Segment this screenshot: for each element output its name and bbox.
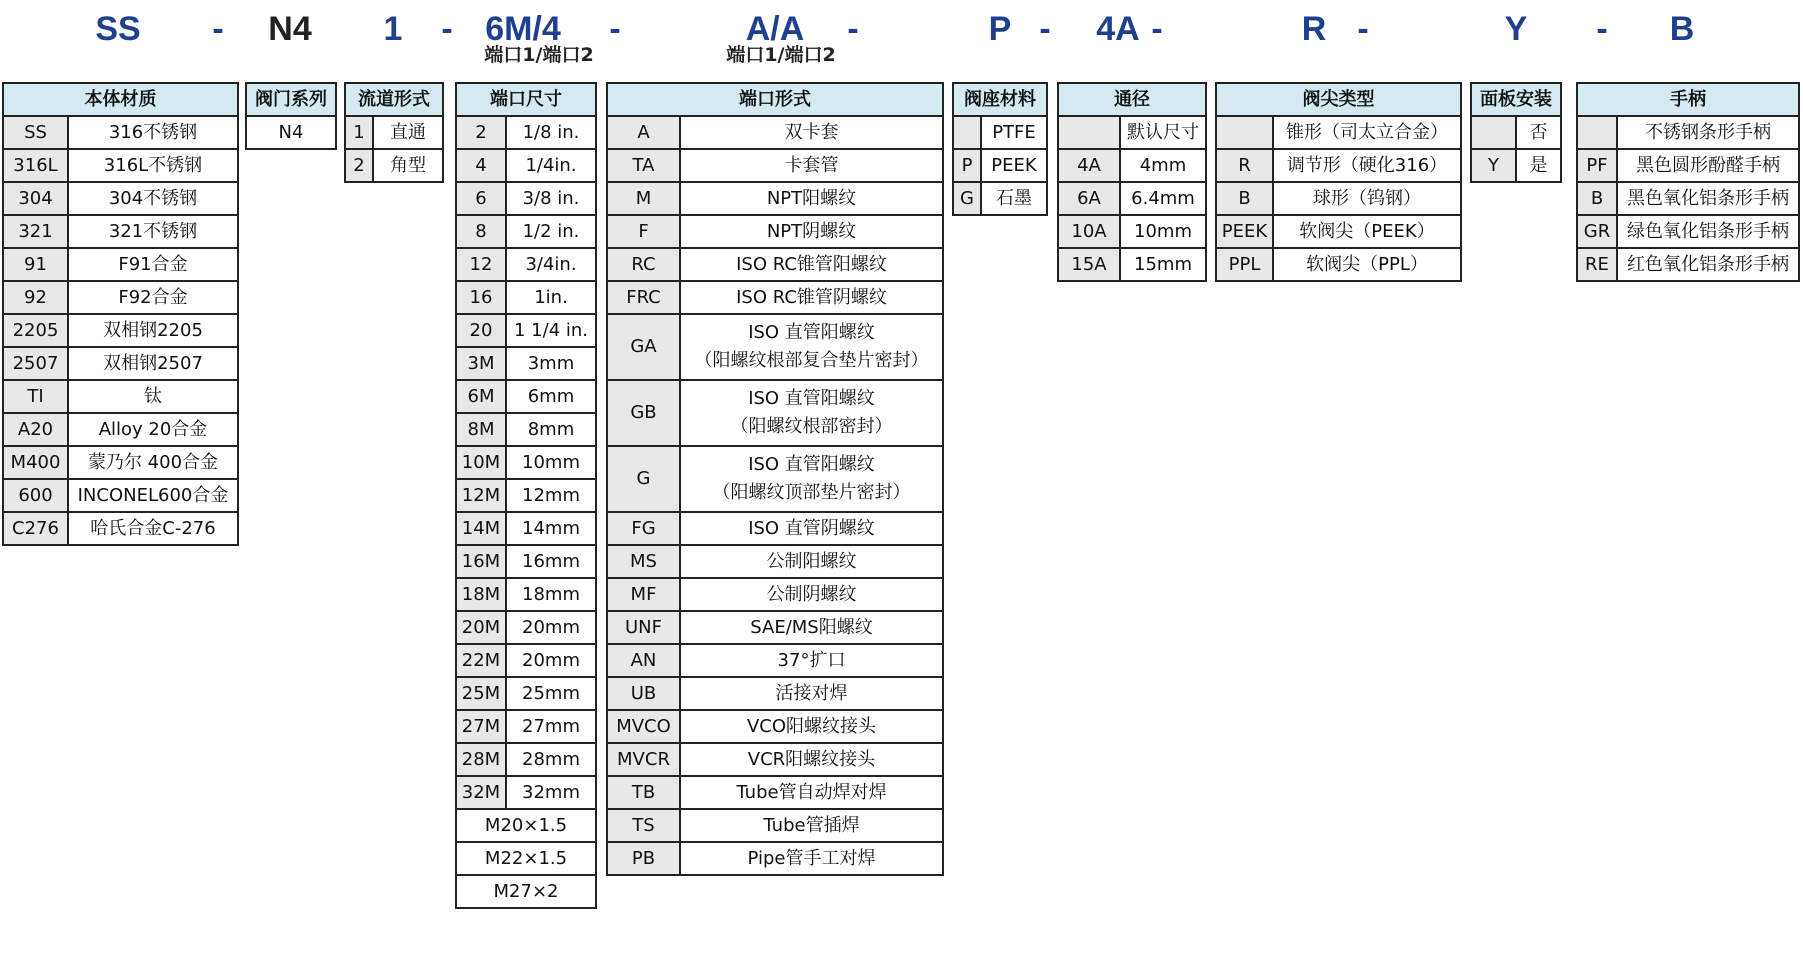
form-row <box>607 677 943 710</box>
size-row <box>456 743 596 776</box>
bore-table <box>1057 82 1207 282</box>
size-code: 10M <box>456 446 506 479</box>
tip-name: 软阀尖（PPL） <box>1273 248 1461 281</box>
flow-name: 直通 <box>373 116 443 149</box>
material-name: 钛 <box>68 380 238 413</box>
form-name <box>680 116 943 149</box>
form-name <box>680 149 943 182</box>
bore-row <box>1058 248 1206 281</box>
size-row <box>456 446 596 479</box>
form-code: TB <box>607 776 680 809</box>
form-code: RC <box>607 248 680 281</box>
bore-row <box>1058 215 1206 248</box>
panel-value: 是 <box>1516 149 1561 182</box>
port-size-header: 端口尺寸 <box>456 83 596 116</box>
size-code: 6 <box>456 182 506 215</box>
material-code: A20 <box>3 413 68 446</box>
size-row <box>456 776 596 809</box>
code-segment-port: 6M/4 <box>485 10 561 48</box>
form-code: PB <box>607 842 680 875</box>
size-code: 14M <box>456 512 506 545</box>
valve-series-header: 阀门系列 <box>246 83 336 116</box>
valve-series-table <box>245 82 337 150</box>
size-value: 32mm <box>506 776 596 809</box>
seat-name: 石墨 <box>981 182 1047 215</box>
form-row <box>607 116 943 149</box>
material-code: TI <box>3 380 68 413</box>
handle-code: B <box>1577 182 1617 215</box>
material-name: 蒙乃尔 400合金 <box>68 446 238 479</box>
form-code: MVCR <box>607 743 680 776</box>
code-separator: - <box>609 10 621 48</box>
size-row <box>456 347 596 380</box>
panel-row <box>1471 149 1561 182</box>
size-row <box>456 149 596 182</box>
form-name <box>680 281 943 314</box>
form-name <box>680 446 943 512</box>
size-row <box>456 182 596 215</box>
size-thread: M20×1.5 <box>456 809 596 842</box>
size-value: 1/4in. <box>506 149 596 182</box>
form-name-line1: Tube管自动焊对焊 <box>736 781 887 803</box>
tip-code <box>1216 116 1273 149</box>
form-row <box>607 281 943 314</box>
handle-name: 黑色圆形酚醛手柄 <box>1617 149 1799 182</box>
bore-row <box>1058 116 1206 149</box>
code-segment-y: Y <box>1504 10 1528 48</box>
size-code: 2 <box>456 116 506 149</box>
size-value: 25mm <box>506 677 596 710</box>
bore-code: 6A <box>1058 182 1120 215</box>
code-separator: - <box>1039 10 1051 48</box>
form-row <box>607 611 943 644</box>
form-code: G <box>607 446 680 512</box>
body-row <box>3 413 238 446</box>
form-code: MS <box>607 545 680 578</box>
form-row <box>607 182 943 215</box>
body-row <box>3 446 238 479</box>
size-code: 16M <box>456 545 506 578</box>
form-name-line1: 37°扩口 <box>777 649 846 671</box>
handle-name: 绿色氧化铝条形手柄 <box>1617 215 1799 248</box>
form-code: MF <box>607 578 680 611</box>
form-name <box>680 743 943 776</box>
seat-material-table <box>952 82 1048 216</box>
code-separator: - <box>441 10 453 48</box>
material-code: 600 <box>3 479 68 512</box>
form-name <box>680 842 943 875</box>
form-row <box>607 776 943 809</box>
material-code: SS <box>3 116 68 149</box>
tip-type-table <box>1215 82 1462 282</box>
material-name: 316L不锈钢 <box>68 149 238 182</box>
panel-value: 否 <box>1516 116 1561 149</box>
flow-form-header: 流道形式 <box>345 83 443 116</box>
tip-row <box>1216 182 1461 215</box>
form-name-line1: ISO RC锥管阳螺纹 <box>736 253 887 275</box>
material-code: C276 <box>3 512 68 545</box>
size-code: 3M <box>456 347 506 380</box>
size-code: 12 <box>456 248 506 281</box>
material-code: 91 <box>3 248 68 281</box>
size-value: 14mm <box>506 512 596 545</box>
form-name <box>680 710 943 743</box>
body-row <box>3 347 238 380</box>
flow-row <box>345 149 443 182</box>
handle-code: RE <box>1577 248 1617 281</box>
size-code: 20 <box>456 314 506 347</box>
handle-header: 手柄 <box>1577 83 1799 116</box>
tip-name: 球形（钨钢） <box>1273 182 1461 215</box>
material-code: 92 <box>3 281 68 314</box>
form-name-line2: （阳螺纹顶部垫片密封） <box>712 482 911 503</box>
tip-name: 锥形（司太立合金） <box>1273 116 1461 149</box>
tip-name: 调节形（硬化316） <box>1273 149 1461 182</box>
form-row <box>607 215 943 248</box>
body-row <box>3 116 238 149</box>
material-name: Alloy 20合金 <box>68 413 238 446</box>
form-name <box>680 677 943 710</box>
material-code: 316L <box>3 149 68 182</box>
material-name: 321不锈钢 <box>68 215 238 248</box>
size-value: 20mm <box>506 644 596 677</box>
form-row <box>607 644 943 677</box>
size-row <box>456 314 596 347</box>
material-code: 2507 <box>3 347 68 380</box>
tip-code: R <box>1216 149 1273 182</box>
size-code: 32M <box>456 776 506 809</box>
size-value: 8mm <box>506 413 596 446</box>
code-segment-b: B <box>1669 10 1695 48</box>
handle-row <box>1577 116 1799 149</box>
form-code: FRC <box>607 281 680 314</box>
form-name-line1: Pipe管手工对焊 <box>747 847 876 869</box>
form-name <box>680 578 943 611</box>
seat-name: PTFE <box>981 116 1047 149</box>
form-code: M <box>607 182 680 215</box>
panel-code: Y <box>1471 149 1516 182</box>
size-row <box>456 710 596 743</box>
form-name-line1: NPT阴螺纹 <box>766 220 857 242</box>
size-row <box>456 413 596 446</box>
size-row <box>456 116 596 149</box>
size-code: 18M <box>456 578 506 611</box>
handle-code <box>1577 116 1617 149</box>
size-extra-row <box>456 809 596 842</box>
form-name <box>680 380 943 446</box>
body-row <box>3 215 238 248</box>
form-row <box>607 842 943 875</box>
handle-table <box>1576 82 1800 282</box>
size-value: 12mm <box>506 479 596 512</box>
bore-header: 通径 <box>1058 83 1206 116</box>
size-code: 6M <box>456 380 506 413</box>
seat-code <box>953 116 981 149</box>
form-row <box>607 809 943 842</box>
code-separator: - <box>1151 10 1163 48</box>
tip-code: PPL <box>1216 248 1273 281</box>
material-name: 双相钢2507 <box>68 347 238 380</box>
port-size-subhead: 端口1/端口2 <box>484 44 594 66</box>
size-code: 28M <box>456 743 506 776</box>
tip-row <box>1216 248 1461 281</box>
form-name-line1: 活接对焊 <box>775 682 848 704</box>
form-name <box>680 182 943 215</box>
form-name <box>680 248 943 281</box>
tip-code: PEEK <box>1216 215 1273 248</box>
form-row <box>607 578 943 611</box>
size-value: 28mm <box>506 743 596 776</box>
form-name <box>680 611 943 644</box>
panel-code <box>1471 116 1516 149</box>
form-name-line1: ISO 直管阴螺纹 <box>748 517 875 539</box>
body-material-table <box>2 82 239 546</box>
form-code: AN <box>607 644 680 677</box>
size-code: 4 <box>456 149 506 182</box>
form-name <box>680 215 943 248</box>
size-row <box>456 281 596 314</box>
body-row <box>3 149 238 182</box>
form-name-line1: 公制阴螺纹 <box>766 583 857 605</box>
form-code: MVCO <box>607 710 680 743</box>
form-row <box>607 314 943 380</box>
size-value: 20mm <box>506 611 596 644</box>
size-value: 1 1/4 in. <box>506 314 596 347</box>
form-code: TS <box>607 809 680 842</box>
bore-code <box>1058 116 1120 149</box>
port-form-table <box>606 82 944 876</box>
form-name <box>680 512 943 545</box>
material-code: M400 <box>3 446 68 479</box>
form-row <box>607 149 943 182</box>
material-name: F91合金 <box>68 248 238 281</box>
bore-value: 6.4mm <box>1120 182 1206 215</box>
handle-code: PF <box>1577 149 1617 182</box>
form-name-line1: 卡套管 <box>784 154 839 176</box>
body-row <box>3 248 238 281</box>
material-name: INCONEL600合金 <box>68 479 238 512</box>
form-code: A <box>607 116 680 149</box>
size-value: 27mm <box>506 710 596 743</box>
bore-value: 10mm <box>1120 215 1206 248</box>
form-code: UNF <box>607 611 680 644</box>
size-row <box>456 215 596 248</box>
form-name-line2: （阳螺纹根部密封） <box>730 416 893 437</box>
body-row <box>3 512 238 545</box>
form-name <box>680 314 943 380</box>
code-segment-n4: N4 <box>268 10 312 48</box>
form-name-line1: ISO RC锥管阴螺纹 <box>736 286 887 308</box>
size-value: 16mm <box>506 545 596 578</box>
bore-row <box>1058 182 1206 215</box>
material-name: 316不锈钢 <box>68 116 238 149</box>
bore-code: 15A <box>1058 248 1120 281</box>
form-code: F <box>607 215 680 248</box>
form-name-line1: SAE/MS阳螺纹 <box>750 616 873 638</box>
form-code: UB <box>607 677 680 710</box>
handle-row <box>1577 149 1799 182</box>
size-code: 8M <box>456 413 506 446</box>
handle-row <box>1577 182 1799 215</box>
handle-name: 不锈钢条形手柄 <box>1617 116 1799 149</box>
size-value: 1in. <box>506 281 596 314</box>
form-row <box>607 545 943 578</box>
handle-row <box>1577 248 1799 281</box>
bore-value: 15mm <box>1120 248 1206 281</box>
form-row <box>607 743 943 776</box>
flow-name: 角型 <box>373 149 443 182</box>
code-segment-ss: SS <box>95 10 141 48</box>
size-code: 25M <box>456 677 506 710</box>
size-row <box>456 512 596 545</box>
seat-material-header: 阀座材料 <box>953 83 1047 116</box>
tip-row <box>1216 116 1461 149</box>
form-code: GB <box>607 380 680 446</box>
body-row <box>3 479 238 512</box>
size-code: 12M <box>456 479 506 512</box>
size-code: 16 <box>456 281 506 314</box>
flow-row <box>345 116 443 149</box>
bore-row <box>1058 149 1206 182</box>
size-extra-row <box>456 875 596 908</box>
size-value: 1/2 in. <box>506 215 596 248</box>
bore-code: 10A <box>1058 215 1120 248</box>
size-row <box>456 479 596 512</box>
seat-name: PEEK <box>981 149 1047 182</box>
handle-name: 黑色氧化铝条形手柄 <box>1617 182 1799 215</box>
code-segment-r: R <box>1301 10 1327 48</box>
form-name-line1: 公制阳螺纹 <box>766 550 857 572</box>
form-name-line1: 双卡套 <box>784 121 839 143</box>
body-row <box>3 281 238 314</box>
code-separator: - <box>1357 10 1369 48</box>
panel-mount-header: 面板安装 <box>1471 83 1561 116</box>
code-segment-form: A/A <box>745 10 805 48</box>
panel-mount-table <box>1470 82 1562 183</box>
body-row <box>3 380 238 413</box>
seat-code: P <box>953 149 981 182</box>
form-name-line1: ISO 直管阳螺纹 <box>748 388 875 410</box>
size-thread: M22×1.5 <box>456 842 596 875</box>
bore-value: 4mm <box>1120 149 1206 182</box>
size-value: 3/4in. <box>506 248 596 281</box>
tip-name: 软阀尖（PEEK） <box>1273 215 1461 248</box>
body-row <box>3 314 238 347</box>
code-segment-a4: 4A <box>1096 10 1140 48</box>
size-row <box>456 611 596 644</box>
form-name-line1: NPT阳螺纹 <box>766 187 857 209</box>
form-row <box>607 380 943 446</box>
material-code: 321 <box>3 215 68 248</box>
form-name <box>680 545 943 578</box>
size-extra-row <box>456 842 596 875</box>
seat-row <box>953 149 1047 182</box>
form-row <box>607 710 943 743</box>
form-code: FG <box>607 512 680 545</box>
panel-row <box>1471 116 1561 149</box>
form-code: TA <box>607 149 680 182</box>
form-row <box>607 512 943 545</box>
bore-value: 默认尺寸 <box>1120 116 1206 149</box>
code-separator: - <box>212 10 224 48</box>
code-segment-one: 1 <box>383 10 403 48</box>
size-value: 3/8 in. <box>506 182 596 215</box>
size-row <box>456 578 596 611</box>
size-row <box>456 248 596 281</box>
form-name-line2: （阳螺纹根部复合垫片密封） <box>694 350 929 371</box>
handle-name: 红色氧化铝条形手柄 <box>1617 248 1799 281</box>
size-value: 1/8 in. <box>506 116 596 149</box>
size-row <box>456 545 596 578</box>
material-name: 双相钢2205 <box>68 314 238 347</box>
port-form-subhead: 端口1/端口2 <box>726 44 836 66</box>
tip-code: B <box>1216 182 1273 215</box>
form-name <box>680 644 943 677</box>
size-value: 6mm <box>506 380 596 413</box>
handle-code: GR <box>1577 215 1617 248</box>
body-material-header: 本体材质 <box>3 83 238 116</box>
seat-code: G <box>953 182 981 215</box>
form-name-line1: ISO 直管阳螺纹 <box>748 322 875 344</box>
size-code: 20M <box>456 611 506 644</box>
size-value: 10mm <box>506 446 596 479</box>
form-row <box>607 248 943 281</box>
port-size-table <box>455 82 597 909</box>
form-code: GA <box>607 314 680 380</box>
seat-row <box>953 116 1047 149</box>
flow-code: 1 <box>345 116 373 149</box>
code-segment-p: P <box>988 10 1012 48</box>
flow-code: 2 <box>345 149 373 182</box>
code-separator: - <box>847 10 859 48</box>
form-name-line1: ISO 直管阳螺纹 <box>748 454 875 476</box>
seat-row <box>953 182 1047 215</box>
size-row <box>456 380 596 413</box>
material-code: 2205 <box>3 314 68 347</box>
material-name: 304不锈钢 <box>68 182 238 215</box>
size-value: 3mm <box>506 347 596 380</box>
port-form-header: 端口形式 <box>607 83 943 116</box>
form-name-line1: VCR阳螺纹接头 <box>747 748 876 770</box>
material-name: 哈氏合金C-276 <box>68 512 238 545</box>
size-thread: M27×2 <box>456 875 596 908</box>
form-name-line1: VCO阳螺纹接头 <box>746 715 877 737</box>
material-name: F92合金 <box>68 281 238 314</box>
form-name <box>680 776 943 809</box>
size-row <box>456 644 596 677</box>
flow-form-table <box>344 82 444 183</box>
tip-type-header: 阀尖类型 <box>1216 83 1461 116</box>
body-row <box>3 182 238 215</box>
size-code: 27M <box>456 710 506 743</box>
tip-row <box>1216 149 1461 182</box>
handle-row <box>1577 215 1799 248</box>
size-code: 8 <box>456 215 506 248</box>
tip-row <box>1216 215 1461 248</box>
material-code: 304 <box>3 182 68 215</box>
size-value: 18mm <box>506 578 596 611</box>
form-row <box>607 446 943 512</box>
code-separator: - <box>1596 10 1608 48</box>
valve-series-value: N4 <box>246 116 336 149</box>
form-name <box>680 809 943 842</box>
size-code: 22M <box>456 644 506 677</box>
size-row <box>456 677 596 710</box>
bore-code: 4A <box>1058 149 1120 182</box>
form-name-line1: Tube管插焊 <box>763 814 860 836</box>
